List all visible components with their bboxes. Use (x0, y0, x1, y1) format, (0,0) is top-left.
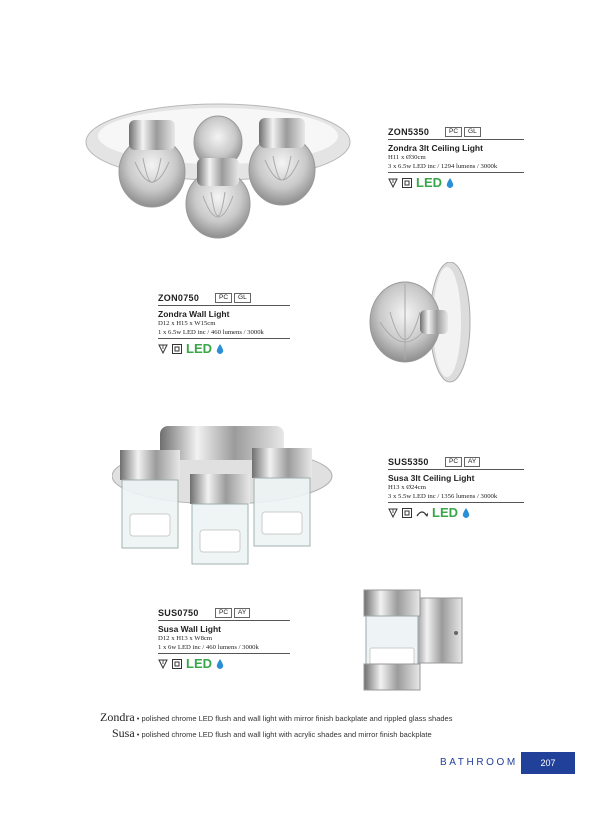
product-code: SUS5350 (388, 457, 429, 467)
double-insulated-icon (172, 659, 182, 669)
product-code-row (158, 608, 290, 621)
double-insulated-icon (172, 344, 182, 354)
product-lamp-spec: 3 x 6.5w LED inc / 1294 lumens / 3000k (388, 162, 524, 173)
ip-rated-drop-icon (216, 344, 224, 355)
product-lamp-spec: 3 x 5.5w LED inc / 1356 lumens / 3000k (388, 492, 524, 503)
class-2-icon (158, 344, 168, 354)
range-description-susa (112, 726, 582, 741)
product-code: SUS0750 (158, 608, 199, 618)
section-label: BATHROOM (440, 757, 518, 768)
svg-text:II: II (161, 345, 165, 350)
product-zon5350 (388, 127, 524, 189)
dimmable-icon (416, 508, 428, 518)
zondra-wall-light-image (365, 262, 475, 387)
susa-wall-light-image (358, 588, 468, 693)
product-code: ZON5350 (388, 127, 430, 137)
range-text: • polished chrome LED flush and wall light with acrylic shades and mirror finish backplate (136, 730, 432, 739)
finish-tag: PC (445, 127, 462, 137)
product-code-row (388, 457, 524, 470)
range-text: • polished chrome LED flush and wall light with mirror finish backplate and rippled glass shades (136, 714, 453, 723)
product-name: Zondra 3lt Ceiling Light (388, 143, 483, 153)
double-insulated-icon (402, 508, 412, 518)
zondra-3lt-ceiling-light-image (85, 92, 355, 242)
ip-rated-drop-icon (216, 659, 224, 670)
product-code-row (158, 293, 290, 306)
product-icons (388, 507, 524, 519)
product-code-row (388, 127, 524, 140)
page-number: 207 (521, 752, 575, 774)
class-2-icon (388, 508, 398, 518)
product-icons (388, 177, 524, 189)
product-dimensions: H13 x Ø24cm (388, 484, 426, 491)
class-2-icon (388, 178, 398, 188)
product-name: Susa Wall Light (158, 624, 221, 634)
product-zon0750 (158, 293, 290, 355)
finish-tag: PC (445, 457, 462, 467)
finish-tag: PC (215, 293, 232, 303)
product-sus0750 (158, 608, 290, 670)
product-code: ZON0750 (158, 293, 200, 303)
product-dimensions: H11 x Ø30cm (388, 154, 426, 161)
svg-text:II: II (391, 179, 395, 184)
product-icons (158, 343, 290, 355)
product-lamp-spec: 1 x 6.5w LED inc / 460 lumens / 3000k (158, 328, 290, 339)
ip-rated-drop-icon (462, 508, 470, 519)
led-icon: LED (416, 175, 442, 190)
led-icon: LED (186, 341, 212, 356)
product-icons (158, 658, 290, 670)
led-icon: LED (186, 656, 212, 671)
finish-tag: PC (215, 608, 232, 618)
product-dimensions: D12 x H13 x W8cm (158, 635, 213, 642)
finish-tag: AY (464, 457, 480, 467)
double-insulated-icon (402, 178, 412, 188)
product-sus5350 (388, 457, 524, 519)
product-dimensions: D12 x H15 x W15cm (158, 320, 216, 327)
ip-rated-drop-icon (446, 178, 454, 189)
led-icon: LED (432, 505, 458, 520)
susa-3lt-ceiling-light-image (112, 418, 337, 568)
range-name: Susa (112, 726, 135, 740)
product-name: Zondra Wall Light (158, 309, 230, 319)
svg-text:II: II (391, 509, 395, 514)
svg-text:II: II (161, 660, 165, 665)
product-lamp-spec: 1 x 6w LED inc / 460 lumens / 3000k (158, 643, 290, 654)
range-name: Zondra (100, 710, 135, 724)
class-2-icon (158, 659, 168, 669)
finish-tag: GL (234, 293, 251, 303)
product-name: Susa 3lt Ceiling Light (388, 473, 475, 483)
range-description-zondra (100, 710, 570, 725)
finish-tag: GL (464, 127, 481, 137)
finish-tag: AY (234, 608, 250, 618)
